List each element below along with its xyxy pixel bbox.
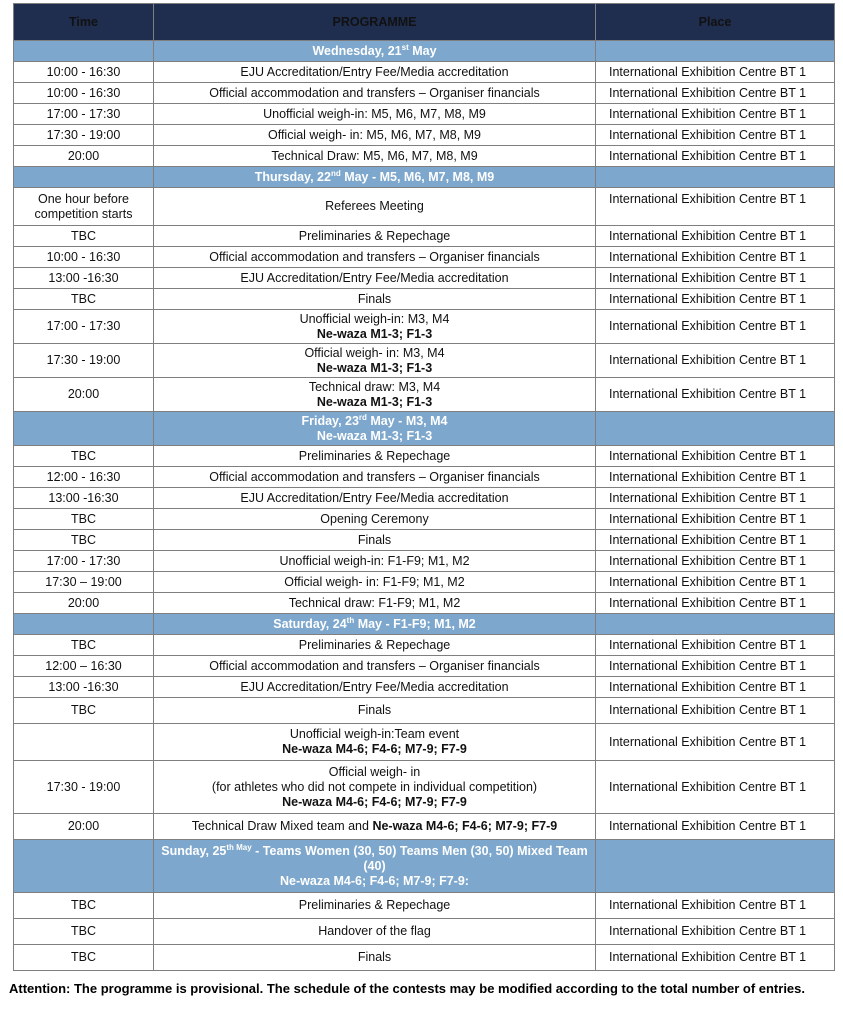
time-cell: TBC	[14, 446, 154, 467]
programme-cell: Unofficial weigh-in: F1-F9; M1, M2	[154, 551, 596, 572]
table-row	[14, 656, 835, 677]
day-title: Friday, 23rd May - M3, M4 Ne-waza M1-3; F1-3	[154, 412, 596, 446]
header-time: Time	[14, 4, 154, 41]
time-cell: 13:00 -16:30	[14, 268, 154, 289]
programme-cell: Unofficial weigh-in:Team event Ne-waza M4-6; F4-6; M7-9; F7-9	[154, 724, 596, 761]
place-cell: International Exhibition Centre BT 1	[596, 551, 835, 572]
attention-note: Attention: The programme is provisional. The schedule of the contests may be modified according to the total number of entries.	[9, 981, 805, 996]
table-row	[14, 814, 835, 840]
time-cell: 20:00	[14, 146, 154, 167]
place-cell: International Exhibition Centre BT 1	[596, 761, 835, 814]
table-row	[14, 698, 835, 724]
place-cell: International Exhibition Centre BT 1	[596, 188, 835, 226]
table-row	[14, 761, 835, 814]
place-cell: International Exhibition Centre BT 1	[596, 656, 835, 677]
day-title: Wednesday, 21st May	[154, 41, 596, 62]
programme-cell: Official accommodation and transfers – Organiser financials	[154, 656, 596, 677]
time-cell: TBC	[14, 945, 154, 971]
place-cell: International Exhibition Centre BT 1	[596, 698, 835, 724]
place-cell: International Exhibition Centre BT 1	[596, 83, 835, 104]
programme-cell: Preliminaries & Repechage	[154, 893, 596, 919]
table-row	[14, 344, 835, 378]
programme-cell: EJU Accreditation/Entry Fee/Media accreditation	[154, 62, 596, 83]
programme-cell: Unofficial weigh-in: M5, M6, M7, M8, M9	[154, 104, 596, 125]
table-row	[14, 509, 835, 530]
table-row	[14, 104, 835, 125]
day-header-saturday	[14, 614, 835, 635]
table-row	[14, 724, 835, 761]
programme-cell: Official accommodation and transfers – Organiser financials	[154, 467, 596, 488]
time-cell: 10:00 - 16:30	[14, 247, 154, 268]
place-cell: International Exhibition Centre BT 1	[596, 488, 835, 509]
place-cell: International Exhibition Centre BT 1	[596, 919, 835, 945]
place-cell: International Exhibition Centre BT 1	[596, 289, 835, 310]
table-row	[14, 467, 835, 488]
place-cell: International Exhibition Centre BT 1	[596, 814, 835, 840]
place-cell: International Exhibition Centre BT 1	[596, 378, 835, 412]
time-cell: TBC	[14, 698, 154, 724]
day-header-sunday	[14, 840, 835, 893]
day-header-friday	[14, 412, 835, 446]
table-row	[14, 125, 835, 146]
programme-cell: Preliminaries & Repechage	[154, 226, 596, 247]
table-row	[14, 593, 835, 614]
time-cell: 17:30 - 19:00	[14, 125, 154, 146]
programme-cell: Official accommodation and transfers – Organiser financials	[154, 247, 596, 268]
time-cell: 10:00 - 16:30	[14, 62, 154, 83]
place-cell: International Exhibition Centre BT 1	[596, 125, 835, 146]
time-cell: TBC	[14, 919, 154, 945]
table-row	[14, 635, 835, 656]
place-cell: International Exhibition Centre BT 1	[596, 344, 835, 378]
time-cell: TBC	[14, 893, 154, 919]
table-row	[14, 188, 835, 226]
place-cell: International Exhibition Centre BT 1	[596, 467, 835, 488]
programme-cell: Preliminaries & Repechage	[154, 446, 596, 467]
programme-cell: Official weigh- in: M5, M6, M7, M8, M9	[154, 125, 596, 146]
programme-cell: Finals	[154, 945, 596, 971]
table-row	[14, 83, 835, 104]
table-row	[14, 530, 835, 551]
time-cell: 17:00 - 17:30	[14, 551, 154, 572]
programme-cell: EJU Accreditation/Entry Fee/Media accreditation	[154, 677, 596, 698]
programme-cell: Finals	[154, 289, 596, 310]
place-cell: International Exhibition Centre BT 1	[596, 945, 835, 971]
programme-cell: Opening Ceremony	[154, 509, 596, 530]
programme-cell: Official weigh- in: M3, M4 Ne-waza M1-3; F1-3	[154, 344, 596, 378]
programme-cell: Referees Meeting	[154, 188, 596, 226]
time-cell	[14, 724, 154, 761]
programme-cell: Technical Draw Mixed team and Ne-waza M4-6; F4-6; M7-9; F7-9	[154, 814, 596, 840]
place-cell: International Exhibition Centre BT 1	[596, 268, 835, 289]
table-header	[14, 4, 835, 41]
time-cell: 20:00	[14, 814, 154, 840]
table-row	[14, 378, 835, 412]
programme-cell: Preliminaries & Repechage	[154, 635, 596, 656]
table-row	[14, 62, 835, 83]
table-row	[14, 945, 835, 971]
programme-cell: Official accommodation and transfers – Organiser financials	[154, 83, 596, 104]
table-row	[14, 247, 835, 268]
table-row	[14, 677, 835, 698]
programme-cell: Technical draw: M3, M4 Ne-waza M1-3; F1-3	[154, 378, 596, 412]
time-cell: TBC	[14, 635, 154, 656]
place-cell: International Exhibition Centre BT 1	[596, 226, 835, 247]
place-cell: International Exhibition Centre BT 1	[596, 893, 835, 919]
table-row	[14, 446, 835, 467]
time-cell: 13:00 -16:30	[14, 677, 154, 698]
place-cell: International Exhibition Centre BT 1	[596, 247, 835, 268]
day-header-wednesday	[14, 41, 835, 62]
table-row	[14, 919, 835, 945]
time-cell: 17:00 - 17:30	[14, 310, 154, 344]
header-programme: PROGRAMME	[154, 4, 596, 41]
time-cell: 17:00 - 17:30	[14, 104, 154, 125]
programme-cell: Handover of the flag	[154, 919, 596, 945]
programme-cell: Finals	[154, 530, 596, 551]
place-cell: International Exhibition Centre BT 1	[596, 572, 835, 593]
day-header-thursday	[14, 167, 835, 188]
time-cell: TBC	[14, 226, 154, 247]
time-cell: TBC	[14, 530, 154, 551]
programme-cell: Official weigh- in (for athletes who did not compete in individual competition) Ne-waza M4-6; F4-6; M7-9; F7-9	[154, 761, 596, 814]
day-title: Sunday, $25^{th May}$ - Teams Women (30, 50) Teams Men (30, 50) Mixed Team (40) Ne-waza M4-6; F4-6; M7-9; F7-9:	[154, 840, 596, 893]
place-cell: International Exhibition Centre BT 1	[596, 146, 835, 167]
header-place: Place	[596, 4, 835, 41]
place-cell: International Exhibition Centre BT 1	[596, 62, 835, 83]
time-cell: 12:00 – 16:30	[14, 656, 154, 677]
programme-cell: Finals	[154, 698, 596, 724]
place-cell: International Exhibition Centre BT 1	[596, 530, 835, 551]
place-cell: International Exhibition Centre BT 1	[596, 635, 835, 656]
time-cell: 17:30 – 19:00	[14, 572, 154, 593]
time-cell: 10:00 - 16:30	[14, 83, 154, 104]
programme-cell: Technical Draw: M5, M6, M7, M8, M9	[154, 146, 596, 167]
time-cell: 17:30 - 19:00	[14, 344, 154, 378]
table-row	[14, 226, 835, 247]
time-cell: 20:00	[14, 378, 154, 412]
table-row	[14, 572, 835, 593]
programme-cell: EJU Accreditation/Entry Fee/Media accreditation	[154, 488, 596, 509]
time-cell: 13:00 -16:30	[14, 488, 154, 509]
programme-table	[13, 3, 835, 971]
table-row	[14, 893, 835, 919]
table-row	[14, 289, 835, 310]
time-cell: 12:00 - 16:30	[14, 467, 154, 488]
place-cell: International Exhibition Centre BT 1	[596, 509, 835, 530]
time-cell: TBC	[14, 289, 154, 310]
programme-cell: Unofficial weigh-in: M3, M4 Ne-waza M1-3; F1-3	[154, 310, 596, 344]
table-row	[14, 146, 835, 167]
place-cell: International Exhibition Centre BT 1	[596, 446, 835, 467]
programme-cell: EJU Accreditation/Entry Fee/Media accreditation	[154, 268, 596, 289]
place-cell: International Exhibition Centre BT 1	[596, 724, 835, 761]
time-cell: 20:00	[14, 593, 154, 614]
place-cell: International Exhibition Centre BT 1	[596, 593, 835, 614]
place-cell: International Exhibition Centre BT 1	[596, 104, 835, 125]
table-row	[14, 310, 835, 344]
programme-cell: Official weigh- in: F1-F9; M1, M2	[154, 572, 596, 593]
place-cell: International Exhibition Centre BT 1	[596, 677, 835, 698]
time-cell: TBC	[14, 509, 154, 530]
programme-cell: Technical draw: F1-F9; M1, M2	[154, 593, 596, 614]
time-cell: 17:30 - 19:00	[14, 761, 154, 814]
place-cell: International Exhibition Centre BT 1	[596, 310, 835, 344]
day-title: Thursday, 22nd May - M5, M6, M7, M8, M9	[154, 167, 596, 188]
table-row	[14, 488, 835, 509]
day-title: Saturday, 24th May - F1-F9; M1, M2	[154, 614, 596, 635]
table-row	[14, 551, 835, 572]
table-row	[14, 268, 835, 289]
time-cell: One hour before competition starts	[14, 188, 154, 226]
